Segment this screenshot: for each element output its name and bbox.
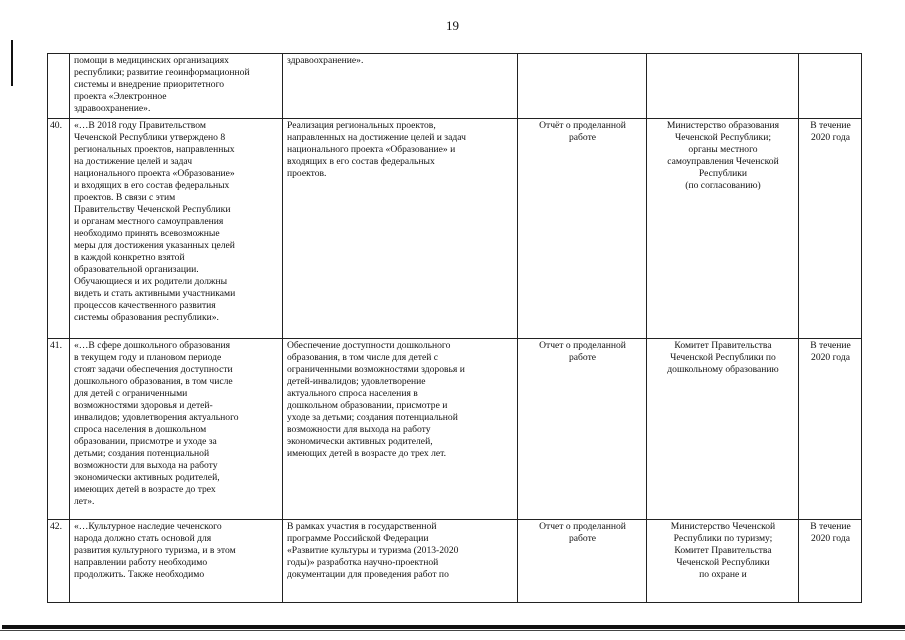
table-row	[48, 54, 862, 119]
report-form-cell	[518, 54, 647, 119]
term-cell: В течение 2020 года	[799, 339, 862, 520]
term-cell	[799, 54, 862, 119]
table-row	[48, 520, 862, 603]
executors-cell	[647, 54, 799, 119]
measures-cell: Обеспечение доступности дошкольного образования, в том числе для детей с ограниченными возможностями здоровья и детей-инвалидов; удовлетворение актуального спроса населения в дошкольном образовании, присмотре и уходе за детьми; создания потенциальной возможности для выхода на работу экономически активных родителей, имеющих детей в возрасте до трех лет.	[283, 339, 518, 520]
term-cell: В течение 2020 года	[799, 520, 862, 603]
executors-cell: Комитет Правительства Чеченской Республики по дошкольному образованию	[647, 339, 799, 520]
plan-table	[47, 53, 862, 603]
term-cell: В течение 2020 года	[799, 119, 862, 339]
row-number: 40.	[48, 119, 70, 339]
bottom-scan-border	[2, 625, 905, 629]
report-form-cell: Отчёт о проделанной работе	[518, 119, 647, 339]
bottom-scan-line	[0, 630, 905, 631]
measures-cell: В рамках участия в государственной программе Российской Федерации «Развитие культуры и туризма (2013-2020 годы)» разработка научно-проектной документации для проведения работ по	[283, 520, 518, 603]
measures-cell: здравоохранение».	[283, 54, 518, 119]
statement-cell: «…Культурное наследие чеченского народа должно стать основой для развития культурного туризма, и в этом направлении работу необходимо продолжить. Также необходимо	[70, 520, 283, 603]
left-margin-mark	[11, 40, 13, 86]
executors-cell: Министерство образования Чеченской Республики; органы местного самоуправления Чеченской Республики (по согласованию)	[647, 119, 799, 339]
report-form-cell: Отчет о проделанной работе	[518, 520, 647, 603]
statement-cell: помощи в медицинских организациях республики; развитие геоинформационной системы и внедрение приоритетного проекта «Электронное здравоохранение».	[70, 54, 283, 119]
row-number: 42.	[48, 520, 70, 603]
row-number: 41.	[48, 339, 70, 520]
executors-cell: Министерство Чеченской Республики по туризму; Комитет Правительства Чеченской Республики по охране и	[647, 520, 799, 603]
row-number	[48, 54, 70, 119]
table-row	[48, 339, 862, 520]
measures-cell: Реализация региональных проектов, направленных на достижение целей и задач национального проекта «Образование» и входящих в его состав федеральных проектов.	[283, 119, 518, 339]
page-number: 19	[446, 18, 459, 33]
statement-cell: «…В 2018 году Правительством Чеченской Республики утверждено 8 региональных проектов, направленных на достижение целей и задач национального проекта «Образование» и входящих в его состав федеральных проектов. В связи с этим Правительству Чеченской Республики и органам местного самоуправления необходимо принять всевозможные меры для достижения указанных целей в каждой конкретно взятой образовательной организации. Обучающиеся и их родители должны видеть и стать активными участниками процессов качественного развития системы образования республики».	[70, 119, 283, 339]
report-form-cell: Отчет о проделанной работе	[518, 339, 647, 520]
statement-cell: «…В сфере дошкольного образования в текущем году и плановом периоде стоят задачи обеспечения доступности дошкольного образования, в том числе для детей с ограниченными возможностями здоровья и детей- инвалидов; удовлетворения актуального спроса населения в дошкольном образовании, присмотре и уходе за детьми; создания потенциальной возможности для выхода на работу экономически активных родителей, имеющих детей в возрасте до трех лет».	[70, 339, 283, 520]
table-row	[48, 119, 862, 339]
